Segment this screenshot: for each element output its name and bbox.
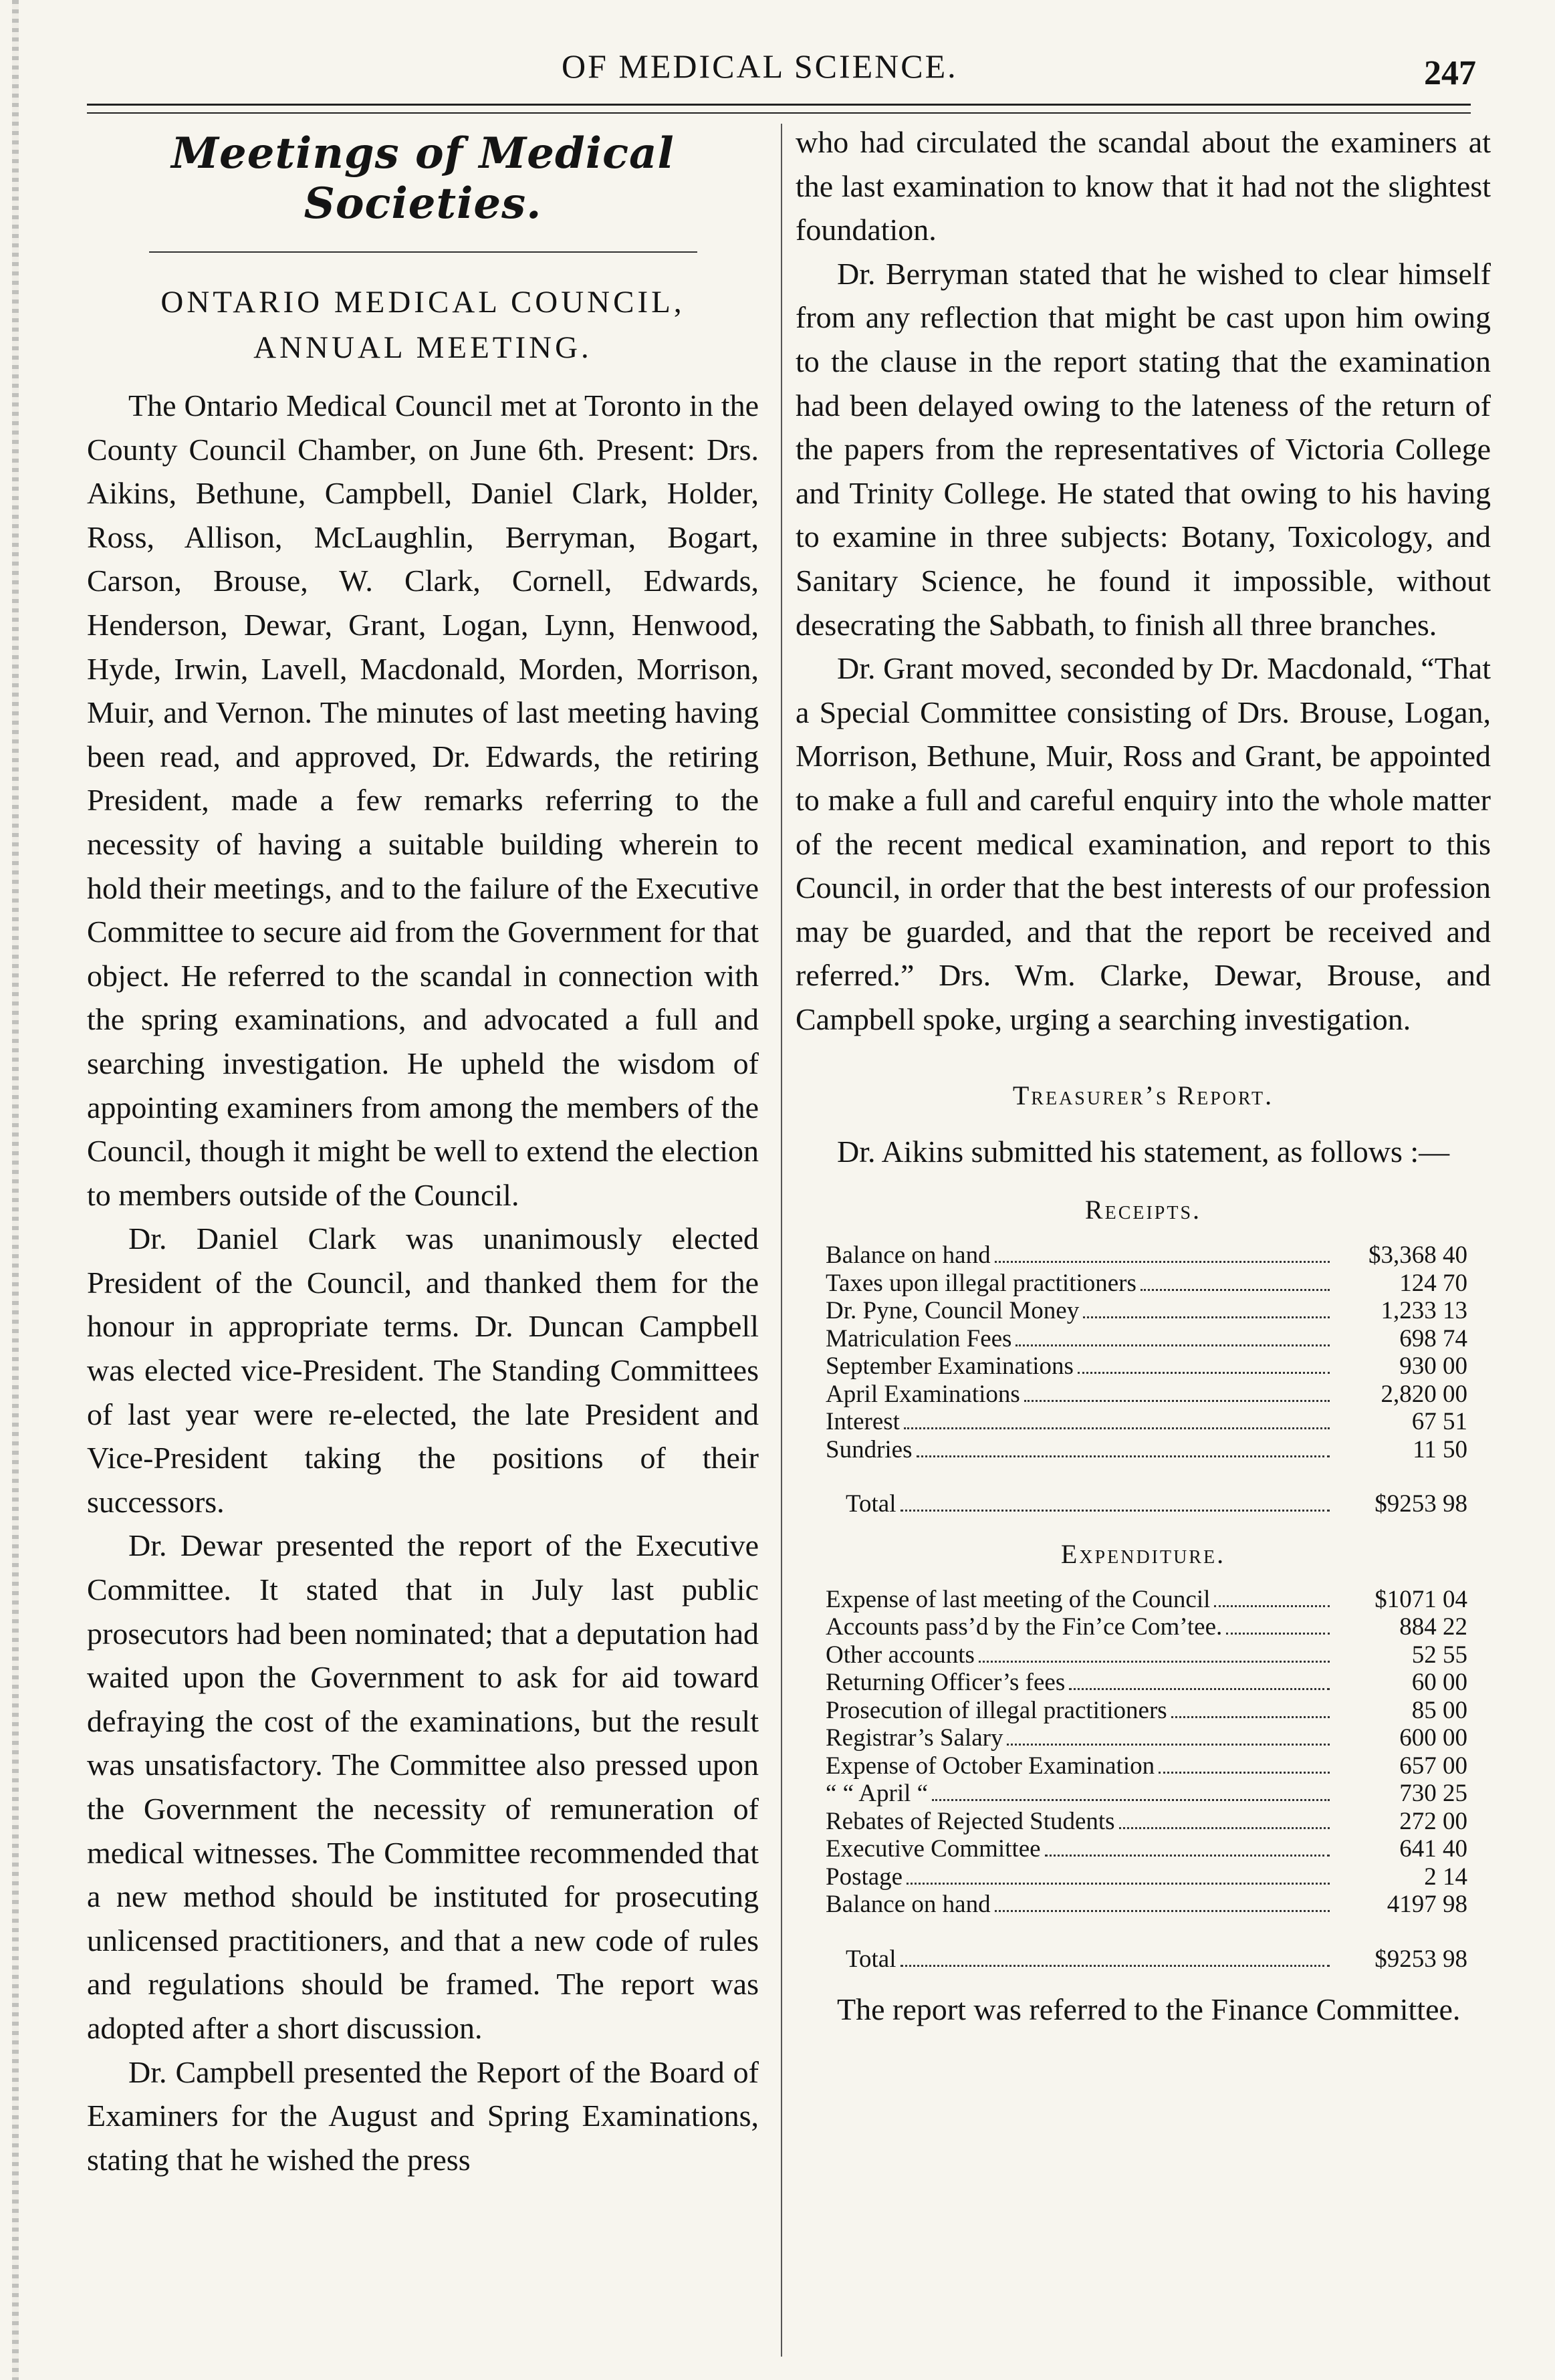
ledger-row bbox=[826, 1325, 1467, 1353]
article-heading-line: ANNUAL MEETING. bbox=[253, 330, 592, 365]
ledger-label: Matriculation Fees bbox=[826, 1324, 1012, 1352]
ledger-amount: 641 40 bbox=[1399, 1835, 1467, 1863]
ledger-amount: 930 00 bbox=[1399, 1352, 1467, 1381]
expenditure-table bbox=[826, 1586, 1467, 1974]
right-column bbox=[796, 120, 1491, 2032]
paragraph: The report was referred to the Finance Committee. bbox=[837, 1992, 1461, 2027]
ledger-label: Balance on hand bbox=[826, 1891, 991, 1919]
ledger-amount: 698 74 bbox=[1399, 1324, 1467, 1352]
receipts-table bbox=[826, 1241, 1467, 1518]
ledger-row bbox=[826, 1381, 1467, 1409]
leader-dots bbox=[901, 1965, 1330, 1967]
ledger-amount: $3,368 40 bbox=[1368, 1241, 1467, 1270]
ledger-row bbox=[826, 1641, 1467, 1669]
expenditure-heading: Expenditure. bbox=[1060, 1538, 1226, 1569]
ledger-row bbox=[826, 1780, 1467, 1808]
ledger-row bbox=[826, 1724, 1467, 1752]
ledger-label: Registrar’s Salary bbox=[826, 1724, 1003, 1752]
ledger-row bbox=[826, 1408, 1467, 1436]
ledger-row bbox=[826, 1697, 1467, 1725]
ledger-row bbox=[826, 1297, 1467, 1325]
section-heading: Meetings of Medical Societies. bbox=[171, 128, 675, 229]
ledger-row bbox=[826, 1835, 1467, 1863]
ledger-label: September Examinations bbox=[826, 1352, 1074, 1381]
leader-dots bbox=[995, 1910, 1330, 1912]
leader-dots bbox=[1119, 1827, 1330, 1829]
ledger-amount: 657 00 bbox=[1399, 1752, 1467, 1780]
ledger-amount: 272 00 bbox=[1399, 1807, 1467, 1835]
ledger-label: Postage bbox=[826, 1863, 903, 1891]
heading-rule bbox=[149, 251, 697, 253]
ledger-label: Expense of October Examination bbox=[826, 1752, 1155, 1780]
ledger-amount: 124 70 bbox=[1399, 1269, 1467, 1297]
ledger-row bbox=[826, 1808, 1467, 1836]
ledger-total-row bbox=[826, 1490, 1467, 1518]
leader-dots bbox=[1069, 1688, 1330, 1690]
ledger-label: “ “ April “ bbox=[826, 1780, 929, 1808]
leader-dots bbox=[904, 1427, 1330, 1429]
ledger-label: Taxes upon illegal practitioners bbox=[826, 1269, 1137, 1297]
ledger-label: Prosecution of illegal practitioners bbox=[826, 1696, 1167, 1724]
paragraph: Dr. Dewar presented the report of the Executive Committee. It stated that in July last public prosecutors had been nominated; that a deputation had waited upon the Government to ask for aid toward defraying the cost of the examinations, but the result was unsatisfactory. The Committee also pressed upon the Government the necessity of remuneration of medical witnesses. The Committee recommended that a new method should be instituted for prosecuting unlicensed practitioners, and that a new code of rules and regulations should be framed. The report was adopted after a short discussion. bbox=[87, 1528, 759, 2045]
ledger-label: Dr. Pyne, Council Money bbox=[826, 1297, 1080, 1325]
ledger-row bbox=[826, 1891, 1467, 1919]
ledger-label: April Examinations bbox=[826, 1380, 1020, 1408]
ledger-label: Executive Committee bbox=[826, 1835, 1041, 1863]
leader-dots bbox=[979, 1661, 1330, 1663]
leader-dots bbox=[1015, 1344, 1330, 1346]
ledger-row bbox=[826, 1669, 1467, 1697]
paragraph: Dr. Aikins submitted his statement, as follows :— bbox=[837, 1135, 1450, 1169]
ledger-amount: 52 55 bbox=[1411, 1641, 1467, 1669]
paragraph: who had circulated the scandal about the examiners at the last examination to know that it had not the slightest foundation. bbox=[796, 125, 1491, 247]
ledger-amount: 600 00 bbox=[1399, 1724, 1467, 1752]
running-header bbox=[0, 47, 1555, 100]
ledger-label: Interest bbox=[826, 1408, 900, 1436]
ledger-amount: 730 25 bbox=[1399, 1780, 1467, 1808]
ledger-amount: 67 51 bbox=[1411, 1408, 1467, 1436]
receipts-heading: Receipts. bbox=[1084, 1195, 1202, 1225]
ledger-total-amount: $9253 98 bbox=[1374, 1945, 1467, 1973]
ledger-amount: 85 00 bbox=[1411, 1696, 1467, 1724]
ledger-amount: 1,233 13 bbox=[1381, 1297, 1467, 1325]
running-title: OF MEDICAL SCIENCE. bbox=[562, 47, 958, 85]
ledger-row bbox=[826, 1863, 1467, 1891]
leader-dots bbox=[907, 1883, 1330, 1885]
header-rule bbox=[87, 112, 1471, 114]
ledger-row bbox=[826, 1752, 1467, 1780]
ledger-total-label: Total bbox=[846, 1490, 896, 1518]
page-number: 247 bbox=[1424, 54, 1476, 92]
leader-dots bbox=[995, 1261, 1330, 1263]
paragraph: Dr. Campbell presented the Report of the Board of Examiners for the August and Spring Examinations, stating that he wished the press bbox=[87, 2054, 759, 2177]
ledger-amount: 2 14 bbox=[1424, 1863, 1467, 1891]
ledger-row bbox=[826, 1436, 1467, 1464]
paragraph: Dr. Berryman stated that he wished to clear himself from any reflection that might be cast upon him owing to the clause in the report stating that the examination had been delayed owing to the lateness of the return of the papers from the representatives of Victoria College and Trinity College. He stated that owing to his having to examine in three subjects: Botany, Toxicology, and Sanitary Science, he found it impossible, without desecrating the Sabbath, to finish all three branches. bbox=[796, 256, 1491, 642]
leader-dots bbox=[1159, 1772, 1330, 1774]
leader-dots bbox=[1024, 1400, 1330, 1402]
ledger-amount: 2,820 00 bbox=[1381, 1380, 1467, 1408]
ledger-label: Accounts pass’d by the Fin’ce Com’tee. bbox=[826, 1613, 1223, 1641]
ledger-row bbox=[826, 1270, 1467, 1298]
ledger-amount: 4197 98 bbox=[1387, 1891, 1467, 1919]
leader-dots bbox=[1083, 1316, 1330, 1318]
ledger-label: Sundries bbox=[826, 1435, 913, 1463]
ledger-row bbox=[826, 1352, 1467, 1381]
leader-dots bbox=[1171, 1716, 1330, 1718]
leader-dots bbox=[1078, 1372, 1330, 1374]
column-divider bbox=[781, 124, 782, 2357]
ledger-label: Expense of last meeting of the Council bbox=[826, 1585, 1211, 1613]
ledger-label: Rebates of Rejected Students bbox=[826, 1807, 1115, 1835]
ledger-label: Returning Officer’s fees bbox=[826, 1669, 1066, 1697]
ledger-total-label: Total bbox=[846, 1945, 896, 1973]
leader-dots bbox=[917, 1455, 1330, 1457]
ledger-label: Other accounts bbox=[826, 1641, 975, 1669]
ledger-row bbox=[826, 1613, 1467, 1641]
ledger-row bbox=[826, 1241, 1467, 1270]
leader-dots bbox=[901, 1510, 1330, 1512]
article-heading-line: ONTARIO MEDICAL COUNCIL, bbox=[160, 285, 685, 320]
article-heading bbox=[87, 279, 759, 370]
ledger-total-amount: $9253 98 bbox=[1374, 1490, 1467, 1518]
leader-dots bbox=[932, 1799, 1330, 1801]
leader-dots bbox=[1226, 1633, 1330, 1635]
ledger-amount: 60 00 bbox=[1411, 1669, 1467, 1697]
paragraph: The Ontario Medical Council met at Toronto in the County Council Chamber, on June 6th. Present: Drs. Aikins, Bethune, Campbell, Daniel Clark, Holder, Ross, Allison, McLaughlin, Berryman, Bogart, Carson, Brouse, W. Clark, Cornell, Edwards, Henderson, Dewar, Grant, Logan, Lynn, Henwood, Hyde, Irwin, Lavell, Macdonald, Morden, Morrison, Muir, and Vernon. The minutes of last meeting having been read, and approved, Dr. Edwards, the retiring President, made a few remarks referring to the necessity of having a suitable building wherein to hold their meetings, and to the failure of the Executive Committee to secure aid from the Government for that object. He referred to the scandal in connection with the spring examinations, and advocated a full and searching investigation. He upheld the wisdom of appointing examiners from among the members of the Council, though it might be well to extend the election to members outside of the Council. bbox=[87, 388, 759, 1212]
ledger-amount: 884 22 bbox=[1399, 1613, 1467, 1641]
leader-dots bbox=[1214, 1605, 1330, 1607]
leader-dots bbox=[1007, 1744, 1330, 1746]
scanned-page-edge bbox=[12, 0, 19, 2380]
leader-dots bbox=[1045, 1855, 1330, 1857]
header-rule bbox=[87, 104, 1471, 106]
paragraph: Dr. Grant moved, seconded by Dr. Macdonald, “That a Special Committee consisting of Drs. Brouse, Logan, Morrison, Bethune, Muir, Ross and Grant, be appointed to make a full and careful enquiry into the whole matter of the recent medical examination, and report to this Council, in order that the best interests of our profession may be guarded, and that the report be received and referred.” Drs. Wm. Clarke, Dewar, Brouse, and Campbell spoke, urging a searching investigation. bbox=[796, 651, 1491, 1036]
paragraph: Dr. Daniel Clark was unanimously elected President of the Council, and thanked them for the honour in appropriate terms. Dr. Duncan Campbell was elected vice-President. The Standing Committees of last year were re-elected, the late President and Vice-President taking the positions of their successors. bbox=[87, 1221, 759, 1519]
leader-dots bbox=[1141, 1289, 1330, 1291]
ledger-amount: $1071 04 bbox=[1374, 1585, 1467, 1613]
ledger-row bbox=[826, 1586, 1467, 1614]
ledger-total-row bbox=[826, 1945, 1467, 1974]
left-column bbox=[87, 120, 759, 2181]
treasurer-report-heading: Treasurer’s Report. bbox=[1012, 1080, 1274, 1111]
ledger-label: Balance on hand bbox=[826, 1241, 991, 1270]
ledger-amount: 11 50 bbox=[1413, 1435, 1467, 1463]
